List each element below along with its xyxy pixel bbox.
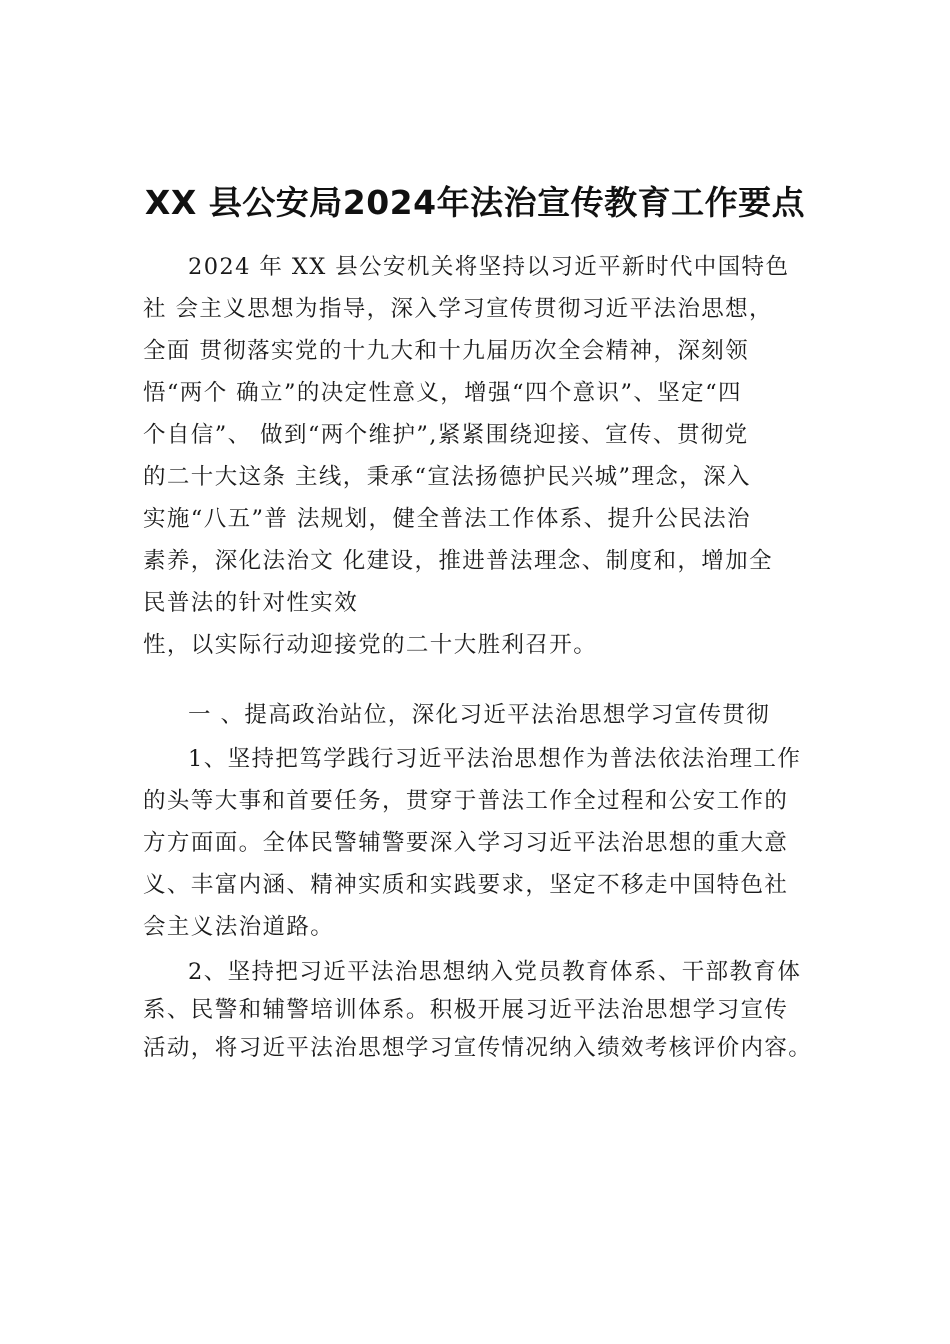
intro-line: 2024 年 XX 县公安机关将坚持以习近平新时代中国特色 bbox=[188, 254, 790, 280]
intro-line: 的二十大这条 主线，秉承“宣法扬德护民兴城”理念，深入 bbox=[143, 464, 751, 490]
section-heading bbox=[143, 700, 813, 732]
intro-line: 民普法的针对性实效 bbox=[143, 590, 359, 616]
item-2-line: 2、坚持把习近平法治思想纳入党员教育体系、干部教育体 bbox=[188, 959, 802, 985]
item-1-line: 1、坚持把笃学践行习近平法治思想作为普法依法治理工作 bbox=[188, 746, 802, 772]
intro-line: 实施“八五”普 法规划，健全普法工作体系、提升公民法治 bbox=[143, 506, 751, 532]
item-1-paragraph bbox=[143, 744, 813, 944]
intro-paragraph bbox=[143, 252, 813, 692]
intro-line: 性，以实际行动迎接党的二十大胜利召开。 bbox=[143, 632, 598, 658]
section-heading-text: 一 、提高政治站位，深化习近平法治思想学习宣传贯彻 bbox=[188, 702, 771, 728]
item-2-line: 活动，将习近平法治思想学习宣传情况纳入绩效考核评价内容。 bbox=[143, 1035, 813, 1061]
intro-line: 悟“两个 确立”的决定性意义，增强“四个意识”、坚定“四 bbox=[143, 380, 742, 406]
intro-line: 素养，深化法治文 化建设，推进普法理念、制度和，增加全 bbox=[143, 548, 773, 574]
intro-line: 全面 贯彻落实党的十九大和十九届历次全会精神，深刻领 bbox=[143, 338, 750, 364]
intro-line: 个自信”、 做到“两个维护”,紧紧围绕迎接、宣传、贯彻党 bbox=[143, 422, 749, 448]
item-1-line: 方方面面。全体民警辅警要深入学习习近平法治思想的重大意 bbox=[143, 830, 789, 856]
item-2-paragraph bbox=[143, 957, 813, 1077]
item-1-line: 的头等大事和首要任务，贯穿于普法工作全过程和公安工作的 bbox=[143, 788, 789, 814]
item-2-line: 系、民警和辅警培训体系。积极开展习近平法治思想学习宣传 bbox=[143, 997, 789, 1023]
intro-line: 社 会主义思想为指导，深入学习宣传贯彻习近平法治思想， bbox=[143, 296, 773, 322]
item-1-line: 会主义法治道路。 bbox=[143, 914, 335, 940]
document-title: XX 县公安局2024年法治宣传教育工作要点 bbox=[144, 183, 806, 222]
item-1-line: 义、丰富内涵、精神实质和实践要求，坚定不移走中国特色社 bbox=[143, 872, 789, 898]
